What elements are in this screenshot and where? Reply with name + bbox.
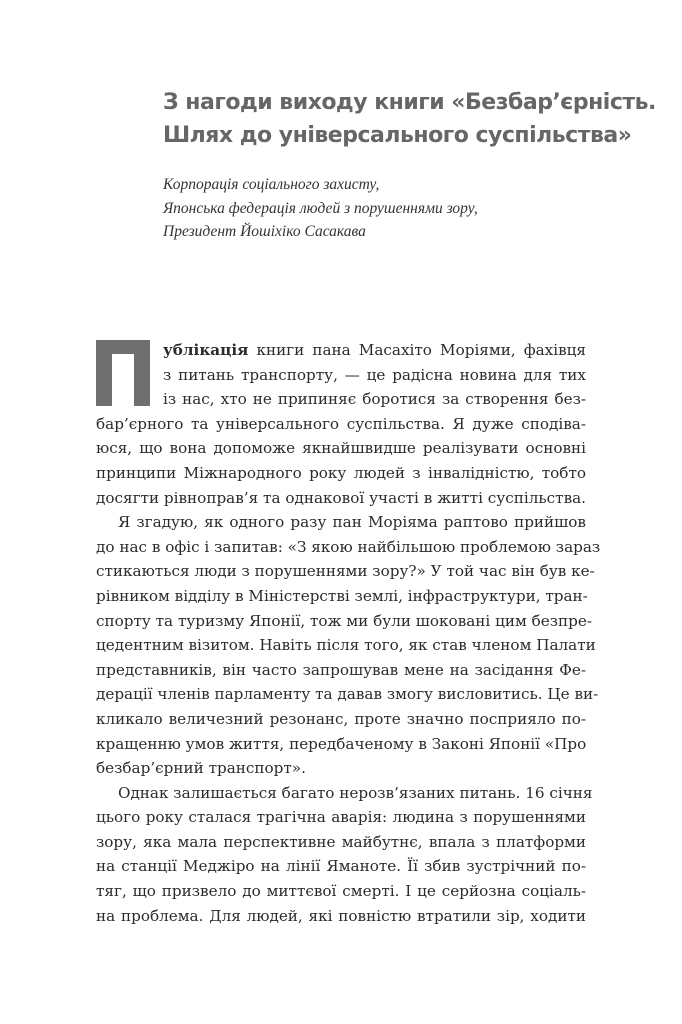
text-line: цедентним візитом. Навіть після того, як став членом Палати [96, 636, 596, 655]
text-line: досягти рівноправ’я та однакової участі в житті суспільства. [96, 488, 586, 507]
text-line: спорту та туризму Японії, тож ми були шоковані цим безпре- [96, 611, 593, 630]
chapter-title-line: З нагоди виходу книги «Безбар’єрність. [163, 90, 656, 115]
text-line: із нас, хто не припиняє боротися за створення без- [163, 390, 586, 409]
lead-word: ублікація [163, 341, 249, 359]
chapter-title-line: Шлях до універсального суспільства» [163, 123, 632, 148]
text-line: цього року сталася трагічна аварія: людина з порушеннями [96, 808, 586, 827]
text-line: на проблема. Для людей, які повністю втратили зір, ходити [96, 906, 586, 925]
text-line: на станції Меджіро на лінії Яманоте. Її збив зустрічний по- [96, 857, 586, 876]
body-text [96, 338, 601, 928]
author-byline [163, 173, 563, 244]
text-line: дерації членів парламенту та давав змогу висловитись. Це ви- [96, 685, 599, 704]
text-line: до нас в офіс і запитав: «З якою найбільшою проблемою зараз [96, 537, 601, 556]
byline-line: Президент Йошіхіко Сасакава [163, 223, 366, 241]
text-line: принципи Міжнародного року людей з інвалідністю, тобто [96, 463, 586, 482]
text-line: Однак залишається багато нерозв’язаних питань. 16 січня [118, 783, 593, 802]
text-line: представників, він часто запрошував мене на засідання Фе- [96, 660, 586, 679]
byline-line: Корпорація соціального захисту, [163, 176, 380, 193]
text-line: рівником відділу в Міністерстві землі, інфраструктури, тран- [96, 586, 588, 605]
chapter-title [163, 86, 656, 152]
text-line: тяг, що призвело до миттєвої смерті. І це серйозна соціаль- [96, 882, 586, 901]
text-line: зору, яка мала перспективне майбутнє, впала з платформи [96, 832, 586, 851]
text-line: кликало величезний резонанс, проте значно посприяло по- [96, 709, 586, 728]
text-line: кращенню умов життя, передбаченому в Законі Японії «Про [96, 734, 587, 753]
text-line: ублікація книги пана Масахіто Моріями, фахівця [163, 341, 586, 359]
text-line: Я згадую, як одного разу пан Моріяма раптово прийшов [118, 513, 586, 532]
byline-line: Японська федерація людей з порушеннями зору, [163, 199, 478, 217]
text-line: бар’єрного та універсального суспільства. Я дуже сподіва- [96, 414, 586, 433]
text-line: юся, що вона допоможе якнайшвидше реалізувати основні [96, 439, 586, 458]
text-line: безбар’єрний транспорт». [96, 759, 306, 778]
text-line: з питань транспорту, — це радісна новина для тих [163, 365, 586, 384]
text-line: стикаються люди з порушеннями зору?» У той час він був ке- [96, 562, 595, 581]
